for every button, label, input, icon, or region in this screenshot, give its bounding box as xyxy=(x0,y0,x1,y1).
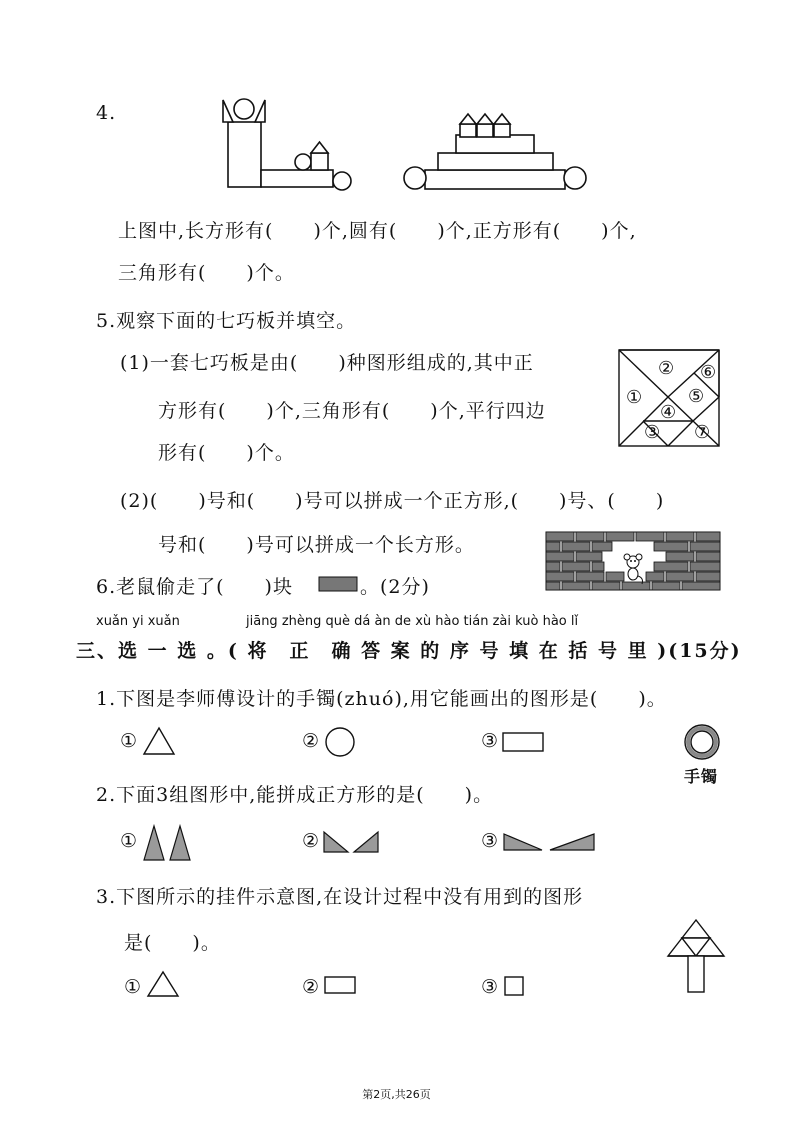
s3q3-option2-rectangle xyxy=(324,976,356,994)
section3-pinyin-right: jiāng zhèng què dá àn de xù hào tián zài kuò hào lǐ xyxy=(246,614,579,629)
s3q3-option1-label: ① xyxy=(124,976,143,998)
s3q3-line1: 3.下图所示的挂件示意图,在设计过程中没有用到的图形 xyxy=(96,886,584,908)
q4-figure-right xyxy=(400,108,590,192)
s3q2-option1-label: ① xyxy=(120,830,139,852)
s3q2-option2-label: ② xyxy=(302,830,321,852)
section3-pinyin-left: xuǎn yi xuǎn xyxy=(96,614,180,629)
q5-p2-line1: (2)( )号和( )号可以拼成一个正方形,( )号、( ) xyxy=(120,490,665,512)
q4-number: 4. xyxy=(96,102,117,124)
s3q2-option2-triangles xyxy=(322,830,382,854)
tangram-label-2: ② xyxy=(658,358,676,379)
q5-p1-line1: (1)一套七巧板是由( )种图形组成的,其中正 xyxy=(120,352,534,374)
s3q3-option2-label: ② xyxy=(302,976,321,998)
tangram-label-5: ⑤ xyxy=(688,386,706,407)
s3q2-option3-triangles xyxy=(502,832,596,852)
bracelet-icon xyxy=(682,722,722,762)
s3q2-option1-triangles xyxy=(142,824,194,862)
q5-p2-line2: 号和( )号可以拼成一个长方形。 xyxy=(158,534,475,556)
s3q1-option1-triangle xyxy=(142,726,176,756)
q4-figure-left xyxy=(220,96,360,192)
q4-line1: 上图中,长方形有( )个,圆有( )个,正方形有( )个, xyxy=(118,220,637,242)
tangram-label-3: ③ xyxy=(644,422,662,443)
s3q1-text: 1.下图是李师傅设计的手镯(zhuó),用它能画出的图形是( )。 xyxy=(96,688,667,710)
s3q2-option3-label: ③ xyxy=(481,830,500,852)
s3q1-option1-label: ① xyxy=(120,730,139,752)
s3q1-option2-label: ② xyxy=(302,730,321,752)
s3q3-line2: 是( )。 xyxy=(124,932,221,954)
tangram-label-7: ⑦ xyxy=(694,422,712,443)
tangram-label-1: ① xyxy=(626,387,644,408)
s3q1-option2-circle xyxy=(324,726,356,758)
q6-suffix: 。(2分) xyxy=(360,576,430,598)
bracelet-label: 手镯 xyxy=(684,767,719,786)
q5-p1-line2: 方形有( )个,三角形有( )个,平行四边 xyxy=(158,400,546,422)
tangram-label-6: ⑥ xyxy=(700,362,718,383)
q5-title: 5.观察下面的七巧板并填空。 xyxy=(96,310,357,332)
s3q3-option3-square xyxy=(504,976,524,996)
pendant-figure xyxy=(666,918,726,994)
s3q1-option3-label: ③ xyxy=(481,730,500,752)
brick-wall-figure xyxy=(546,532,720,590)
s3q3-option1-triangle xyxy=(146,970,180,998)
s3q2-text: 2.下面3组图形中,能拼成正方形的是( )。 xyxy=(96,784,494,806)
s3q3-option3-label: ③ xyxy=(481,976,500,998)
section3-heading: 三、选 一 选 。( 将 正 确 答 案 的 序 号 填 在 括 号 里 )(15分) xyxy=(76,640,742,662)
q4-line2: 三角形有( )个。 xyxy=(118,262,295,284)
brick-icon xyxy=(318,576,358,592)
tangram-label-4: ④ xyxy=(660,402,678,423)
s3q1-option3-rectangle xyxy=(502,732,544,752)
page-footer: 第2页,共26页 xyxy=(362,1088,431,1101)
q5-p1-line3: 形有( )个。 xyxy=(158,442,295,464)
q6-prefix: 6.老鼠偷走了( )块 xyxy=(96,576,293,598)
